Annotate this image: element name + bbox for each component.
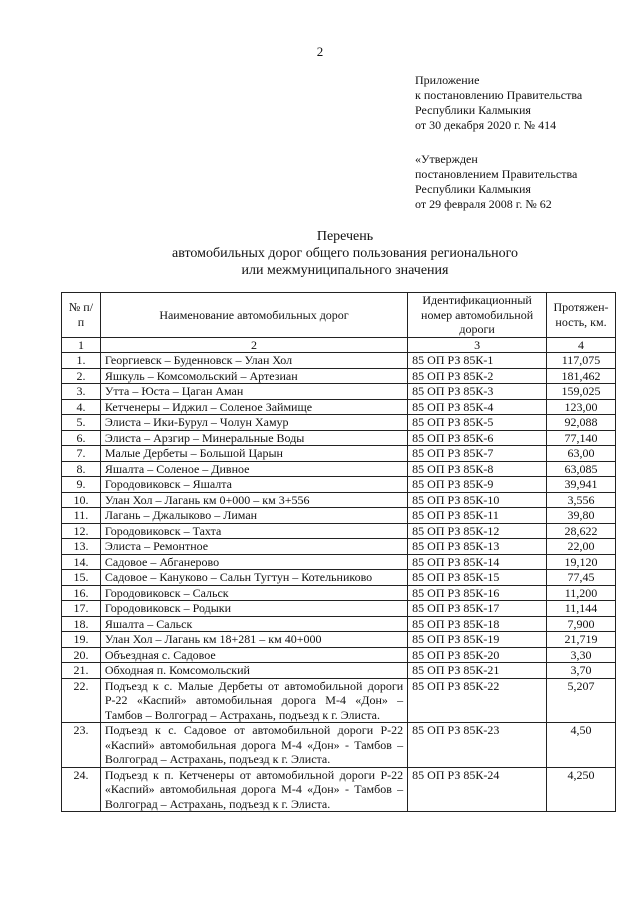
table-row: [62, 446, 616, 462]
road-name: Обходная п. Комсомольский: [100, 663, 407, 679]
table-row: [62, 477, 616, 493]
road-name: Городовиковск – Яшалта: [100, 477, 407, 493]
table-row: [62, 539, 616, 555]
table-row: [62, 399, 616, 415]
road-length: 3,30: [547, 647, 616, 663]
row-number: 5.: [62, 415, 101, 431]
road-name: Объездная с. Садовое: [100, 647, 407, 663]
road-length: 7,900: [547, 616, 616, 632]
row-number: 13.: [62, 539, 101, 555]
table-row: [62, 678, 616, 723]
row-number: 6.: [62, 430, 101, 446]
road-name: Малые Дербеты – Большой Царын: [100, 446, 407, 462]
row-number: 17.: [62, 601, 101, 617]
title-line: Перечень: [316, 229, 374, 244]
road-id: 85 ОП РЗ 85К-14: [408, 554, 547, 570]
road-id: 85 ОП РЗ 85К-16: [408, 585, 547, 601]
road-id: 85 ОП РЗ 85К-7: [408, 446, 547, 462]
row-number: 10.: [62, 492, 101, 508]
row-number: 2.: [62, 368, 101, 384]
approved-line: «Утвержден: [415, 152, 478, 166]
roads-table: [61, 292, 616, 812]
road-id: 85 ОП РЗ 85К-21: [408, 663, 547, 679]
row-number: 14.: [62, 554, 101, 570]
table-row: [62, 616, 616, 632]
table-row: [62, 601, 616, 617]
row-number: 8.: [62, 461, 101, 477]
road-length: 92,088: [547, 415, 616, 431]
appendix-line: от 30 декабря 2020 г. № 414: [415, 118, 557, 132]
road-length: 4,250: [547, 767, 616, 812]
road-name: Утта – Юста – Цаган Аман: [100, 384, 407, 400]
road-id: 85 ОП РЗ 85К-22: [408, 678, 547, 723]
row-number: 9.: [62, 477, 101, 493]
table-row: [62, 508, 616, 524]
road-length: 117,075: [547, 353, 616, 369]
road-name: Улан Хол – Лагань км 0+000 – км 3+556: [100, 492, 407, 508]
row-number: 19.: [62, 632, 101, 648]
appendix-line: Приложение: [415, 73, 480, 87]
road-name: Элиста – Арзгир – Минеральные Воды: [100, 430, 407, 446]
road-name: Подъезд к с. Садовое от автомобильной дороги Р-22 «Каспий» автомобильная дорога М-4 «Дон» - Тамбов – Волгоград – Астрахань, подъезд к г. Элиста.: [100, 723, 407, 768]
row-number: 22.: [62, 678, 101, 723]
road-name: Городовиковск – Сальск: [100, 585, 407, 601]
road-name: Подъезд к п. Кетченеры от автомобильной дороги Р-22 «Каспий» автомобильная дорога М-4 «Дон» - Тамбов – Волгоград – Астрахань, подъезд к г. Элиста.: [100, 767, 407, 812]
table-row: [62, 461, 616, 477]
road-length: 11,144: [547, 601, 616, 617]
road-length: 3,70: [547, 663, 616, 679]
table-row: [62, 554, 616, 570]
approved-line: Республики Калмыкия: [415, 182, 531, 196]
road-length: 39,941: [547, 477, 616, 493]
road-length: 21,719: [547, 632, 616, 648]
road-id: 85 ОП РЗ 85К-15: [408, 570, 547, 586]
road-id: 85 ОП РЗ 85К-10: [408, 492, 547, 508]
row-number: 23.: [62, 723, 101, 768]
road-name: Городовиковск – Тахта: [100, 523, 407, 539]
road-id: 85 ОП РЗ 85К-5: [408, 415, 547, 431]
table-row: [62, 767, 616, 812]
road-length: 63,085: [547, 461, 616, 477]
row-number: 16.: [62, 585, 101, 601]
road-id: 85 ОП РЗ 85К-2: [408, 368, 547, 384]
table-header-row: [62, 293, 616, 338]
road-id: 85 ОП РЗ 85К-24: [408, 767, 547, 812]
road-name: Элиста – Ики-Бурул – Чолун Хамур: [100, 415, 407, 431]
table-row: [62, 415, 616, 431]
road-id: 85 ОП РЗ 85К-23: [408, 723, 547, 768]
index-cell: 4: [547, 337, 616, 353]
header-number: № п/п: [62, 293, 101, 338]
road-id: 85 ОП РЗ 85К-8: [408, 461, 547, 477]
road-id: 85 ОП РЗ 85К-11: [408, 508, 547, 524]
table-row: [62, 647, 616, 663]
road-length: 39,80: [547, 508, 616, 524]
road-id: 85 ОП РЗ 85К-3: [408, 384, 547, 400]
road-name: Кетченеры – Иджил – Соленое Займище: [100, 399, 407, 415]
row-number: 21.: [62, 663, 101, 679]
road-id: 85 ОП РЗ 85К-6: [408, 430, 547, 446]
approved-line: от 29 февраля 2008 г. № 62: [415, 197, 552, 211]
index-cell: 1: [62, 337, 101, 353]
road-id: 85 ОП РЗ 85К-12: [408, 523, 547, 539]
index-cell: 3: [408, 337, 547, 353]
row-number: 15.: [62, 570, 101, 586]
road-length: 123,00: [547, 399, 616, 415]
road-name: Элиста – Ремонтное: [100, 539, 407, 555]
approved-line: постановлением Правительства: [415, 167, 578, 181]
road-length: 63,00: [547, 446, 616, 462]
table-row: [62, 632, 616, 648]
row-number: 3.: [62, 384, 101, 400]
road-length: 28,622: [547, 523, 616, 539]
road-length: 5,207: [547, 678, 616, 723]
road-name: Подъезд к с. Малые Дербеты от автомобильной дороги Р-22 «Каспий» автомобильная дорога М-4 «Дон» – Тамбов – Волгоград – Астрахань, подъезд к г. Элиста.: [100, 678, 407, 723]
title-line: или межмуниципального значения: [241, 263, 449, 278]
road-id: 85 ОП РЗ 85К-20: [408, 647, 547, 663]
road-name: Городовиковск – Родыки: [100, 601, 407, 617]
road-name: Яшалта – Сальск: [100, 616, 407, 632]
column-index-row: [62, 337, 616, 353]
road-length: 22,00: [547, 539, 616, 555]
table-row: [62, 523, 616, 539]
header-name: Наименование автомобильных дорог: [100, 293, 407, 338]
row-number: 4.: [62, 399, 101, 415]
road-id: 85 ОП РЗ 85К-9: [408, 477, 547, 493]
row-number: 11.: [62, 508, 101, 524]
row-number: 20.: [62, 647, 101, 663]
header-id: Идентификационный номер автомобильной дороги: [408, 293, 547, 338]
road-length: 77,140: [547, 430, 616, 446]
page-number: 2: [316, 44, 324, 59]
table-row: [62, 663, 616, 679]
road-length: 11,200: [547, 585, 616, 601]
road-length: 77,45: [547, 570, 616, 586]
row-number: 7.: [62, 446, 101, 462]
road-length: 19,120: [547, 554, 616, 570]
road-name: Георгиевск – Буденновск – Улан Хол: [100, 353, 407, 369]
road-name: Садовое – Кануково – Сальн Тугтун – Котельниково: [100, 570, 407, 586]
table-row: [62, 723, 616, 768]
road-length: 3,556: [547, 492, 616, 508]
appendix-line: Республики Калмыкия: [415, 103, 531, 117]
road-id: 85 ОП РЗ 85К-19: [408, 632, 547, 648]
header-length: Протяжен-ность, км.: [547, 293, 616, 338]
road-length: 4,50: [547, 723, 616, 768]
table-row: [62, 384, 616, 400]
approved-block: [415, 152, 577, 212]
appendix-block: [415, 73, 582, 133]
row-number: 12.: [62, 523, 101, 539]
row-number: 1.: [62, 353, 101, 369]
road-id: 85 ОП РЗ 85К-1: [408, 353, 547, 369]
appendix-line: к постановлению Правительства: [415, 88, 583, 102]
table-row: [62, 570, 616, 586]
road-id: 85 ОП РЗ 85К-17: [408, 601, 547, 617]
road-id: 85 ОП РЗ 85К-4: [408, 399, 547, 415]
table-row: [62, 585, 616, 601]
row-number: 24.: [62, 767, 101, 812]
table-row: [62, 430, 616, 446]
table-row: [62, 368, 616, 384]
row-number: 18.: [62, 616, 101, 632]
road-length: 159,025: [547, 384, 616, 400]
index-cell: 2: [100, 337, 407, 353]
road-name: Лагань – Джалыково – Лиман: [100, 508, 407, 524]
title-line: автомобильных дорог общего пользования регионального: [172, 246, 518, 261]
road-name: Улан Хол – Лагань км 18+281 – км 40+000: [100, 632, 407, 648]
document-title: [0, 228, 640, 279]
road-id: 85 ОП РЗ 85К-13: [408, 539, 547, 555]
road-length: 181,462: [547, 368, 616, 384]
road-name: Яшалта – Соленое – Дивное: [100, 461, 407, 477]
road-id: 85 ОП РЗ 85К-18: [408, 616, 547, 632]
table-row: [62, 353, 616, 369]
table-row: [62, 492, 616, 508]
road-name: Садовое – Абганерово: [100, 554, 407, 570]
road-name: Яшкуль – Комсомольский – Артезиан: [100, 368, 407, 384]
